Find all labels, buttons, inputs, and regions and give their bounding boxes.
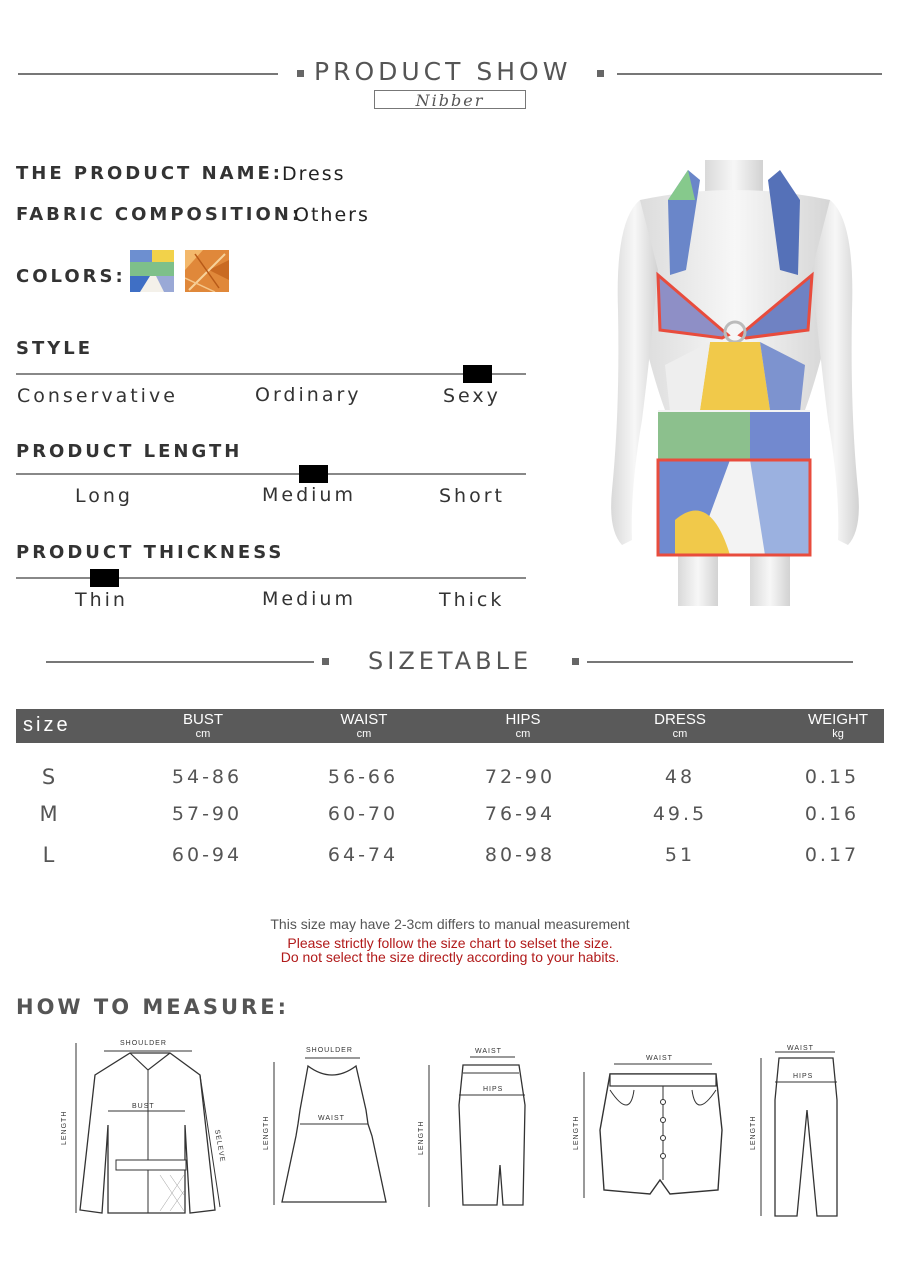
dress-measure-diagram xyxy=(260,1040,395,1210)
style-title: STYLE xyxy=(16,338,94,359)
dress-column-header xyxy=(630,712,730,740)
length-label: LENGTH xyxy=(61,1110,68,1145)
length-scale-line xyxy=(16,473,526,475)
table-cell: 80-98 xyxy=(484,844,556,866)
waist-header-name: WAIST xyxy=(340,711,388,728)
header-bullet-left xyxy=(297,70,304,77)
style-scale-line xyxy=(16,373,526,375)
length-label: LENGTH xyxy=(263,1115,270,1150)
table-cell: 54-86 xyxy=(171,766,243,788)
bust-header-name: BUST xyxy=(182,711,223,728)
table-cell: 60-70 xyxy=(327,803,399,825)
bust-column-header xyxy=(153,712,253,740)
size-table-header xyxy=(16,709,884,743)
style-marker xyxy=(463,365,492,383)
header-rule-left xyxy=(18,73,278,75)
fabric-label: FABRIC COMPOSITION: xyxy=(16,204,303,225)
warning-note-1: Please strictly follow the size chart to selset the size. xyxy=(287,935,613,951)
product-name-label: THE PRODUCT NAME: xyxy=(16,163,283,184)
waist-label: WAIST xyxy=(318,1115,345,1122)
table-cell: 56-66 xyxy=(327,766,399,788)
table-cell: 64-74 xyxy=(327,844,399,866)
page-title: PRODUCT SHOW xyxy=(314,57,572,86)
length-marker xyxy=(299,465,328,483)
waist-header-unit: cm xyxy=(356,728,372,740)
table-cell: 0.17 xyxy=(804,844,860,866)
waist-label: WAIST xyxy=(646,1055,673,1062)
style-option-ordinary: Ordinary xyxy=(255,384,362,406)
thickness-option-thick: Thick xyxy=(439,589,505,611)
waist-label: WAIST xyxy=(787,1045,814,1052)
sleeve-label: SELEVE xyxy=(213,1129,226,1164)
pants-measure-diagram xyxy=(745,1040,855,1225)
style-option-conservative: Conservative xyxy=(17,385,178,407)
sizetable-bullet-left xyxy=(322,658,329,665)
thickness-option-thin: Thin xyxy=(75,589,128,611)
thickness-marker xyxy=(90,569,119,587)
hips-header-name: HIPS xyxy=(505,711,541,728)
warning-note-2: Do not select the size directly according to your habits. xyxy=(280,949,620,965)
weight-header-name: WEIGHT xyxy=(808,711,868,728)
shoulder-label: SHOULDER xyxy=(120,1040,167,1047)
style-option-sexy: Sexy xyxy=(443,385,501,407)
length-option-long: Long xyxy=(75,485,133,507)
measurement-note: This size may have 2-3cm differs to manual measurement xyxy=(270,916,630,932)
hips-header-unit: cm xyxy=(515,728,531,740)
table-row-size: S xyxy=(41,765,59,789)
waist-label: WAIST xyxy=(475,1048,502,1055)
skirt-measure-diagram xyxy=(415,1045,535,1215)
bust-label: BUST xyxy=(132,1103,155,1110)
header-bullet-right xyxy=(597,70,604,77)
length-label: LENGTH xyxy=(418,1120,425,1155)
length-label: LENGTH xyxy=(750,1115,757,1150)
thickness-option-medium: Medium xyxy=(262,588,356,610)
fabric-value: Others xyxy=(294,204,370,226)
hips-label: HIPS xyxy=(483,1086,504,1093)
colors-label: COLORS: xyxy=(16,266,126,287)
weight-header-unit: kg xyxy=(832,728,844,740)
table-row-size: M xyxy=(39,802,61,826)
color-swatch-multicolor[interactable] xyxy=(130,250,174,292)
length-title: PRODUCT LENGTH xyxy=(16,441,243,462)
table-row-size: L xyxy=(42,843,58,867)
table-cell: 76-94 xyxy=(484,803,556,825)
sizetable-bullet-right xyxy=(572,658,579,665)
table-cell: 0.16 xyxy=(804,803,860,825)
table-cell: 60-94 xyxy=(171,844,243,866)
dress-header-name: DRESS xyxy=(654,711,706,728)
how-to-measure-title: HOW TO MEASURE: xyxy=(16,995,289,1019)
jacket-measure-diagram xyxy=(60,1035,240,1220)
table-cell: 49.5 xyxy=(652,803,708,825)
weight-column-header xyxy=(788,712,888,740)
dress-header-unit: cm xyxy=(672,728,688,740)
brand-box xyxy=(374,90,526,109)
sizetable-rule-left xyxy=(46,661,314,663)
hips-column-header xyxy=(473,712,573,740)
table-cell: 0.15 xyxy=(804,766,860,788)
length-option-short: Short xyxy=(439,485,505,507)
sizetable-rule-right xyxy=(587,661,853,663)
table-cell: 57-90 xyxy=(171,803,243,825)
shorts-measure-diagram xyxy=(570,1050,730,1200)
length-label: LENGTH xyxy=(573,1115,580,1150)
table-cell: 72-90 xyxy=(484,766,556,788)
brand-name: Nibber xyxy=(415,91,485,110)
waist-column-header xyxy=(314,712,414,740)
thickness-title: PRODUCT THICKNESS xyxy=(16,542,285,563)
header-rule-right xyxy=(617,73,882,75)
bust-header-unit: cm xyxy=(195,728,211,740)
size-column-header: size xyxy=(23,714,71,736)
product-image xyxy=(600,160,870,606)
length-option-medium: Medium xyxy=(262,484,356,506)
sizetable-title: SIZETABLE xyxy=(368,647,533,675)
shoulder-label: SHOULDER xyxy=(306,1047,353,1054)
color-swatch-orange[interactable] xyxy=(185,250,229,292)
hips-label: HIPS xyxy=(793,1073,814,1080)
table-cell: 48 xyxy=(664,766,696,788)
table-cell: 51 xyxy=(664,844,696,866)
product-name-value: Dress xyxy=(282,163,346,185)
